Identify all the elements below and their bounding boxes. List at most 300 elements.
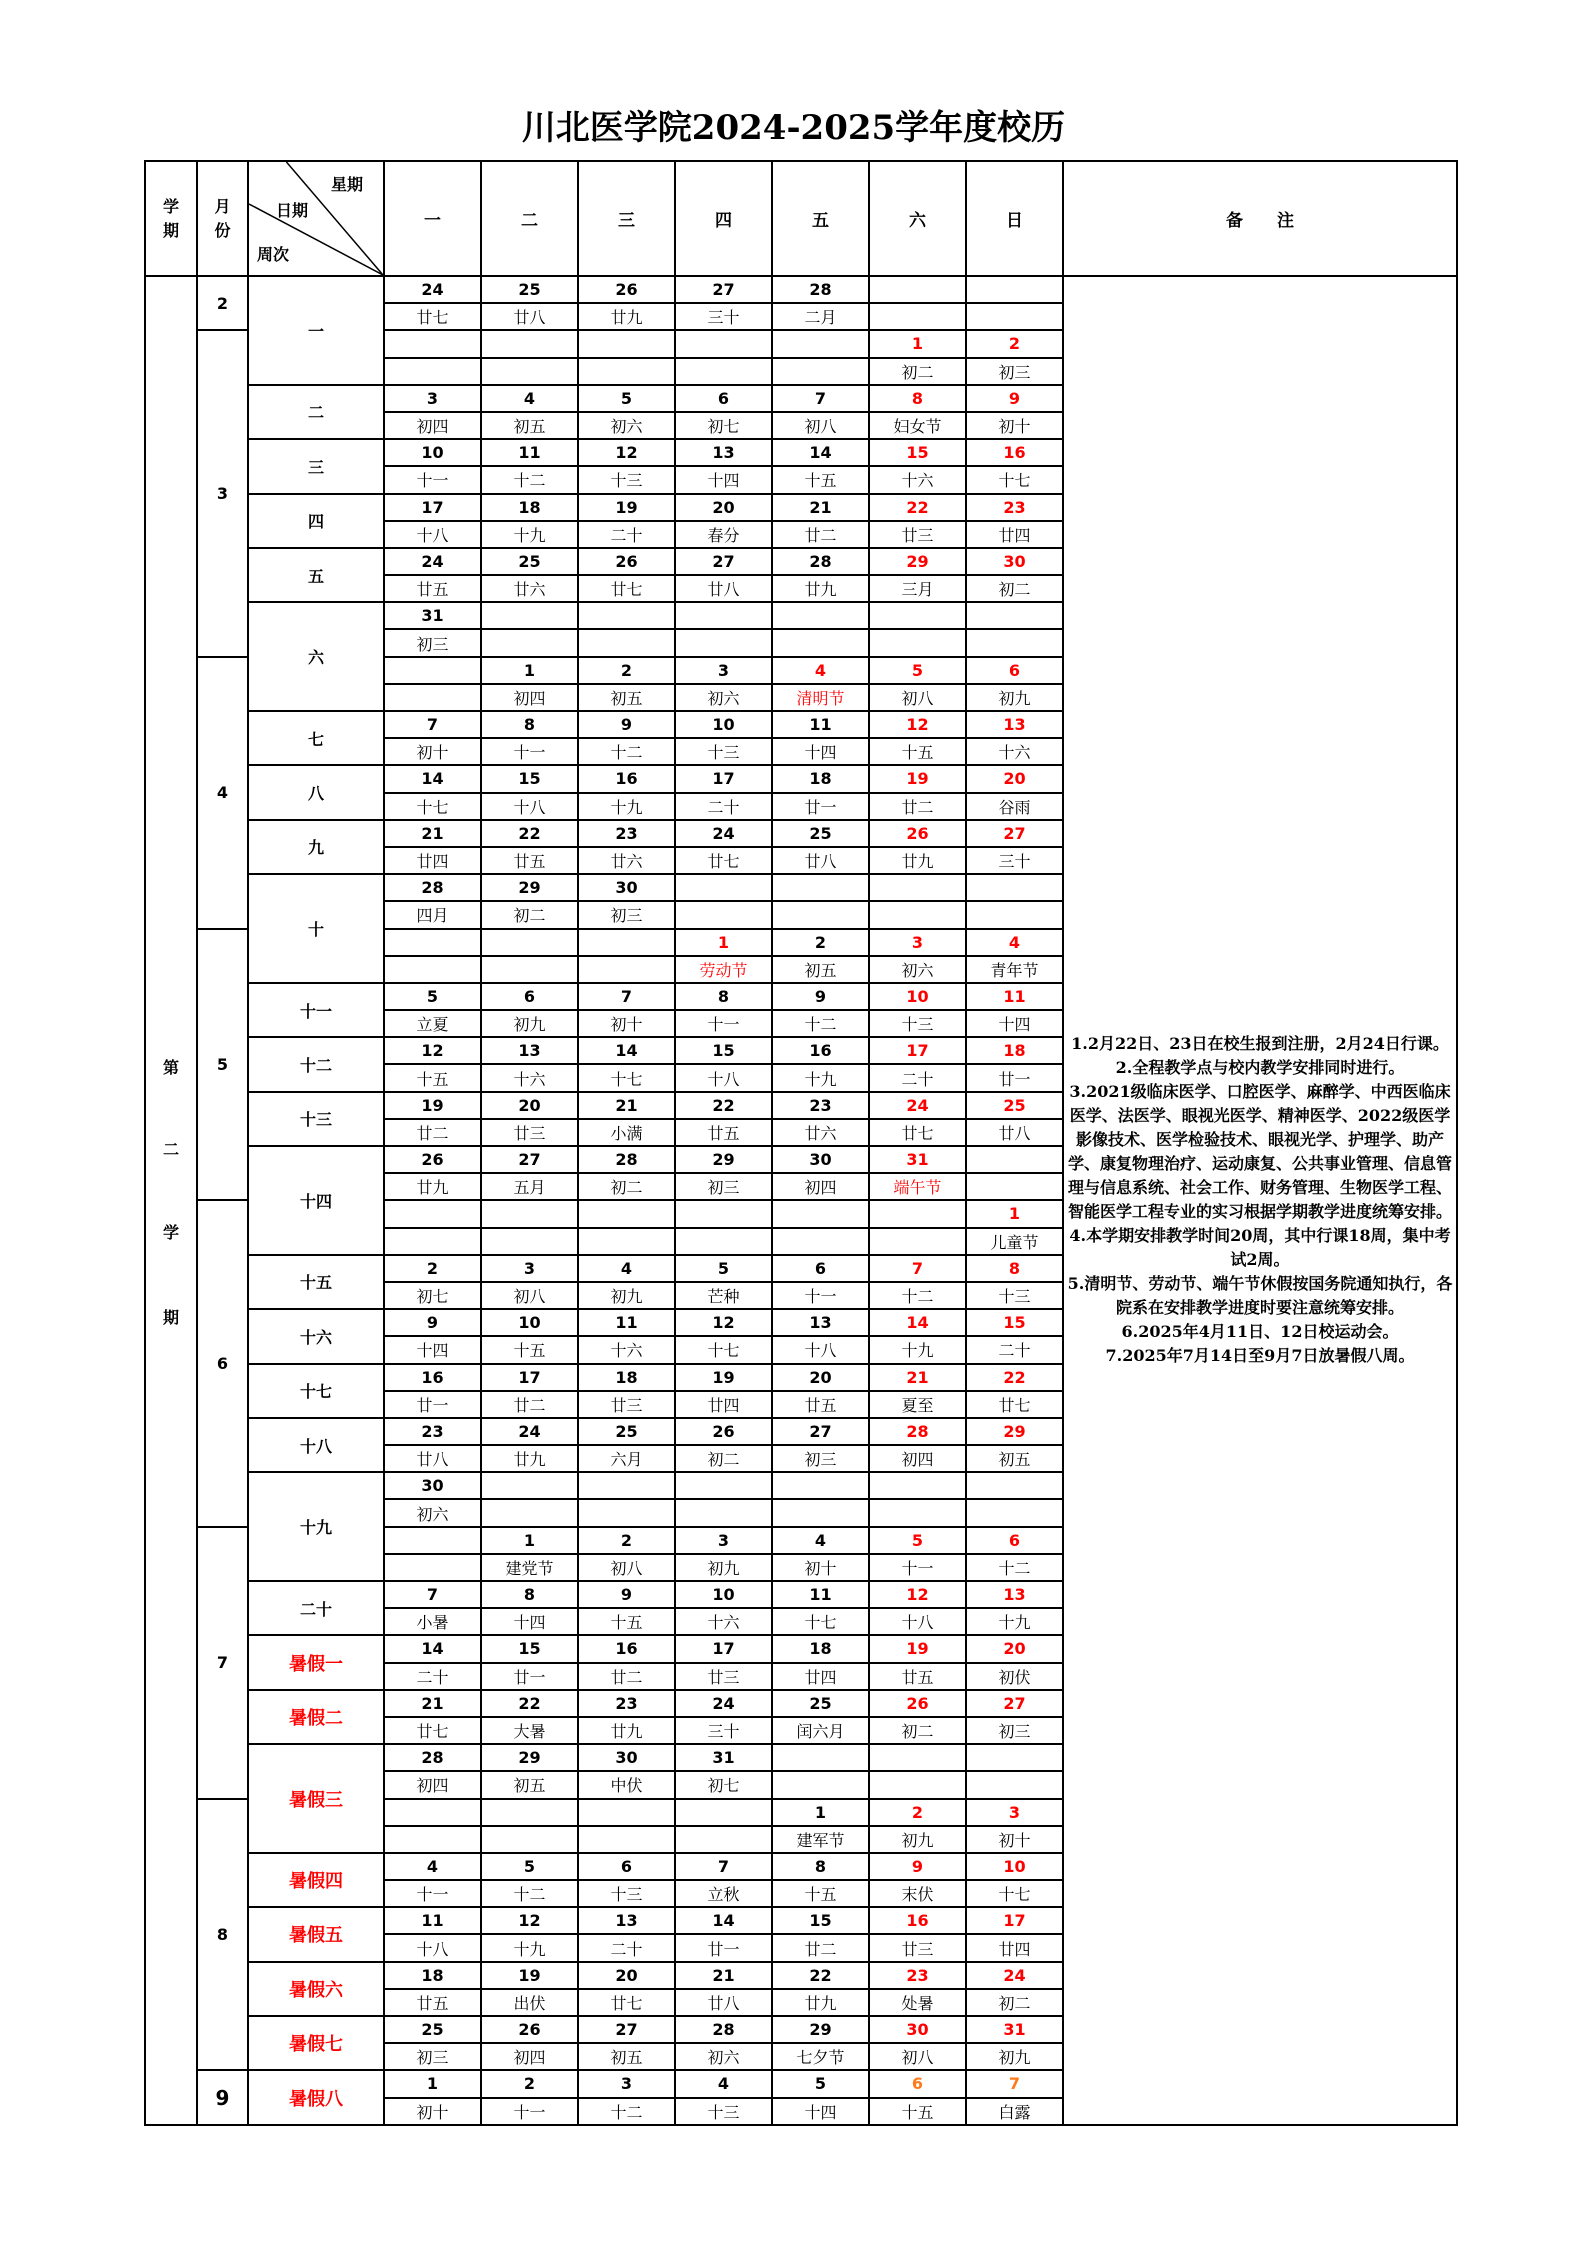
day-lunar-cell: 十九 (869, 1336, 966, 1363)
day-lunar-cell: 三十 (966, 847, 1063, 874)
note-item: 2.全程教学点与校内教学安排同时进行。 (1115, 1058, 1405, 1078)
day-lunar-cell: 十七 (578, 1064, 675, 1091)
day-date-cell: 25 (578, 1418, 675, 1445)
day-lunar-cell: 十七 (772, 1608, 869, 1635)
day-date-cell: 31 (869, 1146, 966, 1173)
day-lunar-cell: 廿九 (578, 303, 675, 330)
day-date-cell (578, 602, 675, 629)
day-lunar-cell: 三十 (675, 303, 772, 330)
day-lunar-cell: 十二 (481, 1880, 578, 1907)
day-date-cell: 9 (772, 983, 869, 1010)
day-lunar-cell: 廿四 (966, 1934, 1063, 1961)
day-date-cell: 21 (772, 494, 869, 521)
week-number-cell: 一 (248, 276, 384, 385)
header-diagonal-cell (248, 161, 384, 276)
week-number-cell: 六 (248, 602, 384, 711)
day-date-cell: 2 (384, 1255, 481, 1282)
day-lunar-cell (675, 901, 772, 928)
day-lunar-cell: 初十 (578, 1010, 675, 1037)
day-date-cell (966, 1744, 1063, 1771)
week-number-cell: 十四 (248, 1146, 384, 1255)
day-date-cell: 4 (772, 1527, 869, 1554)
day-lunar-cell: 十三 (578, 1880, 675, 1907)
day-date-cell: 25 (384, 2016, 481, 2043)
day-lunar-cell: 廿五 (384, 1989, 481, 2016)
day-date-cell (578, 1799, 675, 1826)
day-date-cell: 27 (772, 1418, 869, 1445)
day-date-cell: 3 (384, 385, 481, 412)
day-lunar-cell: 端午节 (869, 1173, 966, 1200)
day-date-cell (578, 1200, 675, 1227)
day-date-cell: 20 (481, 1092, 578, 1119)
day-date-cell: 19 (675, 1364, 772, 1391)
day-date-cell: 30 (578, 1744, 675, 1771)
day-date-cell (384, 657, 481, 684)
day-lunar-cell: 廿五 (384, 575, 481, 602)
header-notes: 备 注 (1063, 161, 1457, 276)
day-date-cell (675, 330, 772, 357)
day-date-cell: 3 (675, 657, 772, 684)
day-lunar-cell: 初伏 (966, 1663, 1063, 1690)
day-lunar-cell: 初八 (481, 1282, 578, 1309)
day-lunar-cell: 十五 (384, 1064, 481, 1091)
day-date-cell: 18 (384, 1962, 481, 1989)
day-lunar-cell: 春分 (675, 521, 772, 548)
day-date-cell: 23 (578, 1690, 675, 1717)
day-date-cell: 12 (869, 711, 966, 738)
day-date-cell (481, 330, 578, 357)
day-lunar-cell: 劳动节 (675, 956, 772, 983)
day-date-cell: 28 (384, 874, 481, 901)
day-date-cell: 17 (675, 1635, 772, 1662)
day-date-cell: 18 (772, 1635, 869, 1662)
day-date-cell: 10 (675, 1581, 772, 1608)
day-date-cell: 22 (481, 820, 578, 847)
day-lunar-cell: 廿七 (578, 575, 675, 602)
day-date-cell (966, 276, 1063, 303)
day-lunar-cell: 出伏 (481, 1989, 578, 2016)
day-date-cell: 28 (772, 548, 869, 575)
day-date-cell: 19 (578, 494, 675, 521)
note-item: 3.2021级临床医学、口腔医学、麻醉学、中西医临床医学、法医学、眼视光医学、精神医学、2022级医学影像技术、医学检验技术、眼视光学、护理学、助产学、康复物理治疗、运动康复、公共事业管理、信息管理与信息系统、社会工作、财务管理、生物医学工程、智能医学工程专业的实习根据学期教学进度统筹安排。 (1067, 1082, 1452, 1222)
week-number-cell: 九 (248, 820, 384, 874)
day-date-cell: 10 (675, 711, 772, 738)
day-date-cell: 1 (869, 330, 966, 357)
day-date-cell: 1 (675, 929, 772, 956)
day-date-cell: 1 (384, 2070, 481, 2097)
day-date-cell: 17 (384, 494, 481, 521)
day-date-cell: 15 (481, 765, 578, 792)
day-date-cell (578, 929, 675, 956)
day-lunar-cell: 十二 (966, 1554, 1063, 1581)
header-semester-char: 期 (162, 220, 179, 240)
day-date-cell: 14 (384, 765, 481, 792)
day-date-cell: 6 (966, 1527, 1063, 1554)
day-lunar-cell (675, 1228, 772, 1255)
day-lunar-cell: 十三 (578, 466, 675, 493)
day-date-cell: 13 (481, 1037, 578, 1064)
vacation-week-cell: 暑假七 (248, 2016, 384, 2070)
day-lunar-cell: 廿六 (772, 1119, 869, 1146)
vacation-week-cell: 暑假一 (248, 1635, 384, 1689)
day-lunar-cell: 初六 (869, 956, 966, 983)
day-lunar-cell: 廿三 (578, 1391, 675, 1418)
day-lunar-cell: 十六 (481, 1064, 578, 1091)
day-date-cell (481, 929, 578, 956)
day-date-cell: 14 (869, 1309, 966, 1336)
day-lunar-cell: 十九 (772, 1064, 869, 1091)
day-date-cell: 25 (481, 276, 578, 303)
header-weekday-sat: 六 (869, 161, 966, 276)
day-date-cell: 31 (675, 1744, 772, 1771)
day-date-cell: 25 (772, 820, 869, 847)
week-number-cell: 八 (248, 765, 384, 819)
month-cell: 7 (197, 1527, 248, 1799)
day-date-cell (966, 1146, 1063, 1173)
day-date-cell (869, 1472, 966, 1499)
day-date-cell: 11 (481, 439, 578, 466)
day-date-cell: 23 (772, 1092, 869, 1119)
day-lunar-cell: 初八 (869, 684, 966, 711)
day-date-cell: 26 (578, 276, 675, 303)
month-cell: 2 (197, 276, 248, 330)
day-date-cell (772, 602, 869, 629)
day-lunar-cell: 廿二 (384, 1119, 481, 1146)
day-lunar-cell: 十九 (966, 1608, 1063, 1635)
day-date-cell: 13 (675, 439, 772, 466)
day-lunar-cell: 廿一 (772, 793, 869, 820)
day-lunar-cell: 廿一 (966, 1064, 1063, 1091)
day-date-cell (481, 602, 578, 629)
day-lunar-cell (384, 1554, 481, 1581)
week-number-cell: 十 (248, 874, 384, 983)
day-date-cell: 16 (578, 765, 675, 792)
day-date-cell: 15 (481, 1635, 578, 1662)
day-date-cell: 8 (675, 983, 772, 1010)
day-date-cell: 3 (481, 1255, 578, 1282)
day-date-cell (869, 1744, 966, 1771)
day-lunar-cell (772, 1771, 869, 1798)
day-lunar-cell: 初二 (966, 575, 1063, 602)
day-date-cell: 23 (869, 1962, 966, 1989)
day-date-cell: 24 (675, 1690, 772, 1717)
day-date-cell: 28 (578, 1146, 675, 1173)
day-lunar-cell: 建党节 (481, 1554, 578, 1581)
day-date-cell: 21 (384, 1690, 481, 1717)
day-date-cell: 15 (869, 439, 966, 466)
note-item: 5.清明节、劳动节、端午节休假按国务院通知执行，各院系在安排教学进度时要注意统筹安排。 (1067, 1274, 1453, 1318)
day-date-cell: 20 (675, 494, 772, 521)
day-lunar-cell: 廿四 (384, 847, 481, 874)
day-date-cell: 3 (869, 929, 966, 956)
day-date-cell: 9 (578, 1581, 675, 1608)
day-date-cell: 4 (675, 2070, 772, 2097)
day-date-cell: 27 (675, 276, 772, 303)
day-date-cell: 7 (675, 1853, 772, 1880)
vacation-week-cell: 暑假四 (248, 1853, 384, 1907)
day-date-cell: 2 (869, 1799, 966, 1826)
day-lunar-cell: 廿八 (772, 847, 869, 874)
day-lunar-cell: 二月 (772, 303, 869, 330)
day-lunar-cell: 二十 (966, 1336, 1063, 1363)
day-lunar-cell: 十八 (869, 1608, 966, 1635)
day-lunar-cell: 初九 (869, 1826, 966, 1853)
day-date-cell: 2 (578, 657, 675, 684)
semester-char: 二 (162, 1140, 179, 1159)
day-lunar-cell (384, 684, 481, 711)
day-date-cell (966, 874, 1063, 901)
day-lunar-cell: 十七 (966, 1880, 1063, 1907)
day-lunar-cell: 十一 (384, 466, 481, 493)
day-lunar-cell: 初八 (578, 1554, 675, 1581)
day-lunar-cell: 闰六月 (772, 1717, 869, 1744)
day-lunar-cell: 初三 (578, 901, 675, 928)
day-lunar-cell: 儿童节 (966, 1228, 1063, 1255)
week-number-cell: 五 (248, 548, 384, 602)
day-lunar-cell: 初二 (966, 1989, 1063, 2016)
day-date-cell: 7 (384, 711, 481, 738)
day-date-cell: 8 (772, 1853, 869, 1880)
day-lunar-cell: 十一 (481, 2098, 578, 2125)
day-date-cell: 26 (578, 548, 675, 575)
day-date-cell: 16 (384, 1364, 481, 1391)
day-date-cell: 4 (772, 657, 869, 684)
day-date-cell: 28 (869, 1418, 966, 1445)
day-lunar-cell (966, 1173, 1063, 1200)
day-date-cell: 5 (869, 1527, 966, 1554)
day-lunar-cell: 廿八 (675, 1989, 772, 2016)
day-date-cell: 8 (869, 385, 966, 412)
day-lunar-cell: 初五 (772, 956, 869, 983)
day-date-cell: 26 (869, 1690, 966, 1717)
day-lunar-cell: 二十 (384, 1663, 481, 1690)
day-date-cell: 17 (481, 1364, 578, 1391)
day-lunar-cell: 初八 (869, 2043, 966, 2070)
day-date-cell: 21 (578, 1092, 675, 1119)
day-date-cell: 7 (384, 1581, 481, 1608)
day-date-cell (384, 929, 481, 956)
day-lunar-cell: 初三 (966, 1717, 1063, 1744)
day-lunar-cell: 初四 (384, 412, 481, 439)
notes-cell (1063, 276, 1457, 2125)
day-date-cell: 29 (772, 2016, 869, 2043)
day-date-cell: 5 (675, 1255, 772, 1282)
day-lunar-cell: 初三 (772, 1445, 869, 1472)
day-lunar-cell: 初七 (384, 1282, 481, 1309)
day-date-cell: 5 (772, 2070, 869, 2097)
day-date-cell (772, 330, 869, 357)
day-lunar-cell: 小暑 (384, 1608, 481, 1635)
day-date-cell: 30 (772, 1146, 869, 1173)
day-date-cell: 12 (869, 1581, 966, 1608)
day-date-cell: 8 (481, 711, 578, 738)
day-lunar-cell: 初五 (578, 684, 675, 711)
day-date-cell: 16 (966, 439, 1063, 466)
day-lunar-cell: 十一 (481, 738, 578, 765)
day-date-cell: 10 (481, 1309, 578, 1336)
day-lunar-cell: 妇女节 (869, 412, 966, 439)
day-date-cell (675, 874, 772, 901)
day-lunar-cell (675, 1499, 772, 1526)
day-lunar-cell: 廿六 (578, 847, 675, 874)
day-lunar-cell: 廿七 (675, 847, 772, 874)
day-date-cell (772, 874, 869, 901)
day-date-cell: 29 (869, 548, 966, 575)
vacation-week-cell: 暑假三 (248, 1744, 384, 1853)
day-lunar-cell (481, 358, 578, 385)
day-lunar-cell: 十四 (675, 466, 772, 493)
day-lunar-cell: 谷雨 (966, 793, 1063, 820)
week-number-cell: 十六 (248, 1309, 384, 1363)
day-lunar-cell: 十三 (966, 1282, 1063, 1309)
day-date-cell: 27 (966, 1690, 1063, 1717)
day-date-cell: 1 (481, 657, 578, 684)
day-date-cell (966, 1472, 1063, 1499)
day-lunar-cell (966, 901, 1063, 928)
day-date-cell: 24 (384, 548, 481, 575)
day-lunar-cell: 二十 (675, 793, 772, 820)
day-date-cell (772, 1744, 869, 1771)
day-lunar-cell (578, 956, 675, 983)
day-date-cell: 18 (966, 1037, 1063, 1064)
day-lunar-cell: 初三 (384, 2043, 481, 2070)
day-lunar-cell: 初二 (869, 358, 966, 385)
day-lunar-cell: 廿二 (481, 1391, 578, 1418)
day-date-cell: 20 (966, 1635, 1063, 1662)
day-date-cell: 12 (578, 439, 675, 466)
day-date-cell (869, 276, 966, 303)
day-lunar-cell (869, 303, 966, 330)
day-date-cell: 19 (481, 1962, 578, 1989)
day-lunar-cell: 十五 (772, 1880, 869, 1907)
day-date-cell: 4 (481, 385, 578, 412)
day-lunar-cell (578, 1499, 675, 1526)
day-date-cell: 30 (966, 548, 1063, 575)
day-date-cell: 31 (966, 2016, 1063, 2043)
day-lunar-cell: 廿八 (481, 303, 578, 330)
day-date-cell: 20 (772, 1364, 869, 1391)
day-date-cell: 10 (869, 983, 966, 1010)
day-lunar-cell: 初九 (578, 1282, 675, 1309)
day-date-cell: 23 (966, 494, 1063, 521)
day-lunar-cell: 十九 (481, 521, 578, 548)
day-lunar-cell: 中伏 (578, 1771, 675, 1798)
day-lunar-cell: 廿一 (384, 1391, 481, 1418)
day-date-cell: 7 (772, 385, 869, 412)
day-lunar-cell: 初二 (578, 1173, 675, 1200)
day-lunar-cell: 廿一 (675, 1934, 772, 1961)
day-lunar-cell: 初二 (869, 1717, 966, 1744)
day-lunar-cell: 廿四 (966, 521, 1063, 548)
note-item: 6.2025年4月11日、12日校运动会。 (1121, 1322, 1399, 1342)
day-lunar-cell (966, 1771, 1063, 1798)
day-lunar-cell: 初四 (772, 1173, 869, 1200)
day-lunar-cell: 十二 (772, 1010, 869, 1037)
day-lunar-cell: 初四 (481, 2043, 578, 2070)
day-date-cell: 16 (869, 1907, 966, 1934)
header-weekday-tue: 二 (481, 161, 578, 276)
day-date-cell: 23 (578, 820, 675, 847)
day-lunar-cell (675, 1826, 772, 1853)
day-date-cell (869, 874, 966, 901)
day-date-cell: 14 (384, 1635, 481, 1662)
day-lunar-cell: 初三 (675, 1173, 772, 1200)
day-date-cell: 13 (966, 711, 1063, 738)
day-lunar-cell (869, 1228, 966, 1255)
day-lunar-cell: 末伏 (869, 1880, 966, 1907)
day-date-cell: 28 (384, 1744, 481, 1771)
day-lunar-cell: 二十 (578, 521, 675, 548)
day-date-cell: 10 (384, 439, 481, 466)
day-lunar-cell: 廿五 (675, 1119, 772, 1146)
day-date-cell: 19 (869, 1635, 966, 1662)
day-lunar-cell: 十九 (481, 1934, 578, 1961)
day-lunar-cell: 廿八 (966, 1119, 1063, 1146)
day-lunar-cell: 二十 (578, 1934, 675, 1961)
day-lunar-cell: 十五 (869, 738, 966, 765)
month-cell: 8 (197, 1799, 248, 2071)
day-lunar-cell: 廿九 (869, 847, 966, 874)
semester-char: 第 (162, 1058, 179, 1077)
day-date-cell: 11 (578, 1309, 675, 1336)
day-lunar-cell: 廿七 (384, 303, 481, 330)
day-date-cell: 17 (869, 1037, 966, 1064)
day-lunar-cell: 立秋 (675, 1880, 772, 1907)
day-lunar-cell: 小满 (578, 1119, 675, 1146)
day-lunar-cell: 初八 (772, 412, 869, 439)
header-weekday-wed: 三 (578, 161, 675, 276)
header-semester (145, 161, 197, 276)
day-lunar-cell (384, 956, 481, 983)
day-date-cell: 17 (675, 765, 772, 792)
day-date-cell (675, 1472, 772, 1499)
date-row (145, 276, 1457, 303)
day-lunar-cell: 初七 (675, 1771, 772, 1798)
day-lunar-cell: 十七 (675, 1336, 772, 1363)
day-lunar-cell: 初十 (966, 412, 1063, 439)
day-lunar-cell: 十九 (578, 793, 675, 820)
day-lunar-cell: 十四 (384, 1336, 481, 1363)
day-lunar-cell: 廿二 (772, 1934, 869, 1961)
day-lunar-cell (481, 956, 578, 983)
day-lunar-cell: 十五 (772, 466, 869, 493)
day-date-cell (481, 1200, 578, 1227)
week-number-cell: 十九 (248, 1472, 384, 1581)
day-lunar-cell: 初二 (481, 901, 578, 928)
day-date-cell: 13 (966, 1581, 1063, 1608)
day-lunar-cell (578, 1826, 675, 1853)
day-date-cell: 30 (578, 874, 675, 901)
header-month-char: 月 (214, 196, 231, 216)
day-lunar-cell: 初九 (481, 1010, 578, 1037)
day-lunar-cell: 四月 (384, 901, 481, 928)
day-date-cell: 7 (966, 2070, 1063, 2097)
week-number-cell: 二 (248, 385, 384, 439)
day-date-cell: 6 (869, 2070, 966, 2097)
month-cell: 4 (197, 657, 248, 929)
week-number-cell: 三 (248, 439, 384, 493)
day-lunar-cell: 十二 (578, 2098, 675, 2125)
day-lunar-cell: 初十 (384, 738, 481, 765)
month-cell: 3 (197, 330, 248, 656)
day-lunar-cell: 初十 (966, 1826, 1063, 1853)
day-date-cell: 24 (675, 820, 772, 847)
day-lunar-cell: 初四 (869, 1445, 966, 1472)
calendar-body (145, 276, 1457, 2125)
day-lunar-cell: 十二 (869, 1282, 966, 1309)
day-lunar-cell: 廿五 (772, 1391, 869, 1418)
day-date-cell: 8 (481, 1581, 578, 1608)
